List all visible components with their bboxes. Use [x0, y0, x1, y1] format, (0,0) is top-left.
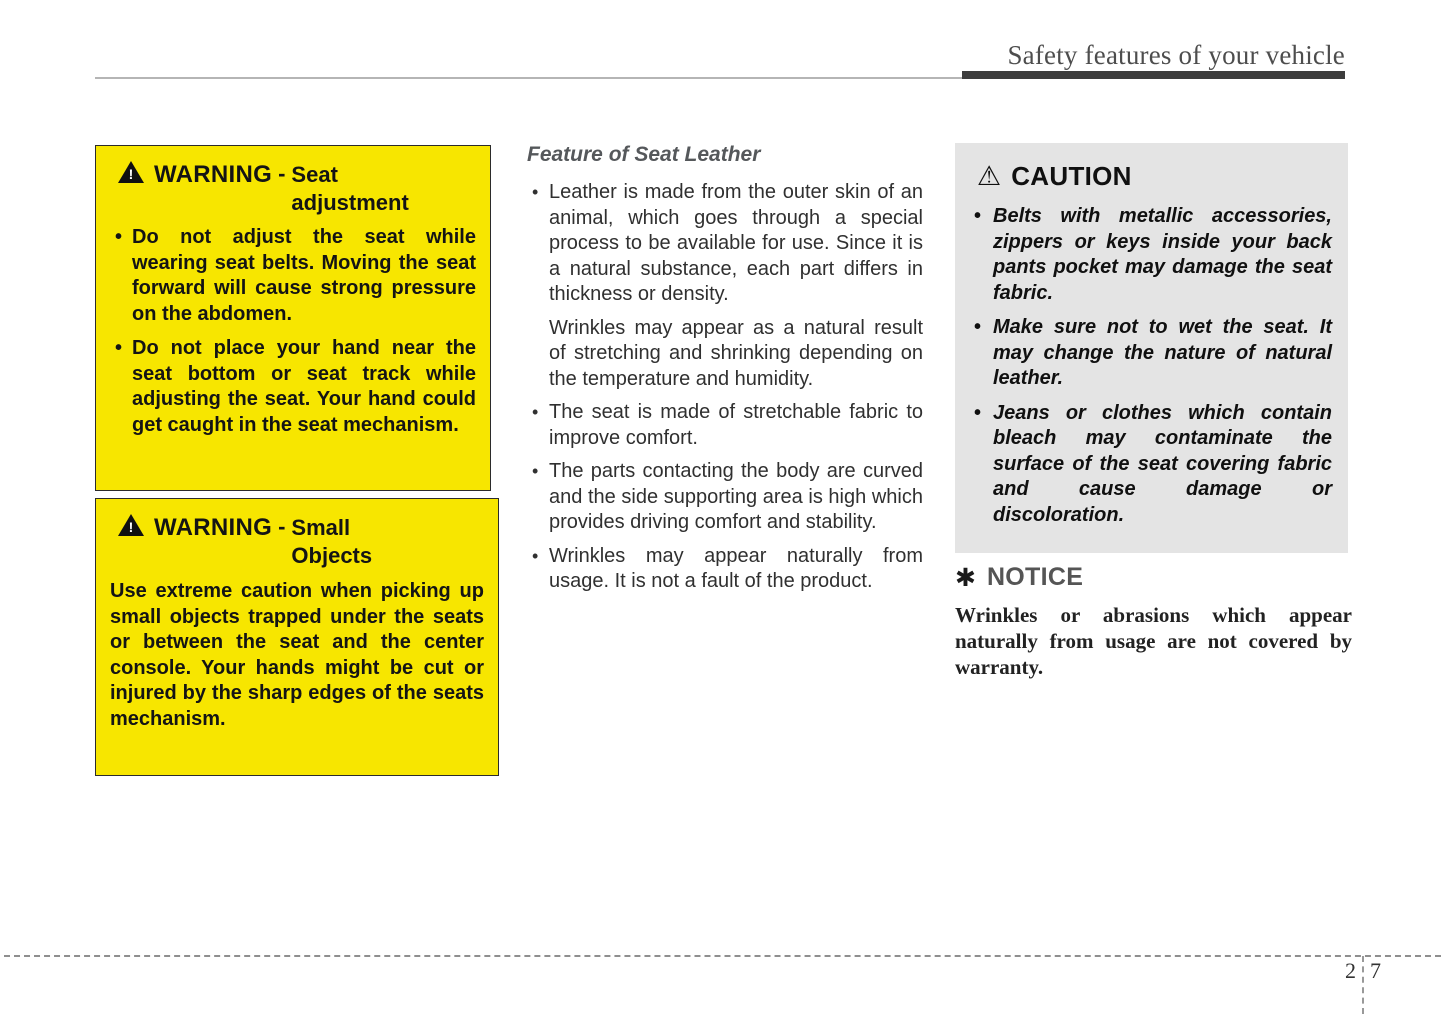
caution-label: CAUTION [1011, 161, 1132, 191]
notice-body: Wrinkles or abrasions which appear naturally from usage are not covered by warranty. [955, 603, 1352, 679]
notice-asterisk-icon: ✱ [955, 563, 976, 592]
warning-body: Use extreme caution when picking up small objects trapped under the seats or between the seat and the center console. Your hands might be cut or injured by the sharp edges of the seats mechanism. [110, 580, 484, 730]
notice-title [955, 563, 1352, 592]
feature-of-seat-leather-section [527, 143, 923, 603]
page-title: Safety features of your vehicle [1007, 40, 1345, 70]
warning-bullet: • Do not place your hand near the seat bottom or seat track while adjusting the seat. Your hand could get caught in the seat mechanism. [110, 336, 476, 438]
page-number-divider [1362, 956, 1364, 1014]
warning-label: WARNING [154, 514, 273, 541]
feature-bullet: • The parts contacting the body are curved and the side supporting area is high which provides driving comfort and stability. [527, 459, 923, 536]
warning-bullet: • Do not adjust the seat while wearing seat belts. Moving the seat forward will cause strong pressure on the abdomen. [110, 225, 476, 327]
warning-triangle-icon [118, 161, 144, 183]
page-number: 7 [1370, 958, 1381, 983]
caution-bullet: • Jeans or clothes which contain bleach may contaminate the surface of the seat covering fabric and cause damage or discoloration. [971, 401, 1332, 529]
warning-subtitle: Small Objects [291, 515, 373, 568]
warning-title [110, 514, 484, 569]
warning-separator: - [278, 514, 286, 539]
caution-triangle-icon: ⚠ [977, 161, 1002, 192]
header-rule-thick [962, 71, 1345, 79]
warning-triangle-icon [118, 514, 144, 536]
chapter-number: 2 [1345, 958, 1356, 983]
caution-bullet: • Belts with metallic accessories, zippers or keys inside your back pants pocket may damage the seat fabric. [971, 204, 1332, 306]
feature-bullet: • Wrinkles may appear naturally from usage. It is not a fault of the product. [527, 544, 923, 595]
notice-section [955, 563, 1352, 680]
caution-bullet: • Make sure not to wet the seat. It may change the nature of natural leather. [971, 315, 1332, 392]
caution-title [971, 161, 1332, 192]
warning-subtitle: Seat adjustment [291, 162, 409, 215]
warning-separator: - [278, 161, 286, 186]
warning-box-small-objects [95, 498, 499, 776]
section-heading: Feature of Seat Leather [527, 143, 761, 166]
feature-bullet: • The seat is made of stretchable fabric to improve comfort. [527, 400, 923, 451]
warning-box-seat-adjustment [95, 145, 491, 491]
notice-label: NOTICE [986, 563, 1084, 591]
feature-bullet: • Leather is made from the outer skin of an animal, which goes through a special process to be available for use. Since it is a natural substance, each part differs in thickness or density. [527, 180, 923, 308]
caution-box [955, 143, 1348, 553]
footer-dashed-rule [4, 955, 1441, 957]
warning-label: WARNING [154, 161, 273, 188]
warning-title [110, 161, 476, 216]
feature-paragraph: Wrinkles may appear as a natural result of stretching and shrinking depending on the temperature and humidity. [549, 316, 923, 390]
